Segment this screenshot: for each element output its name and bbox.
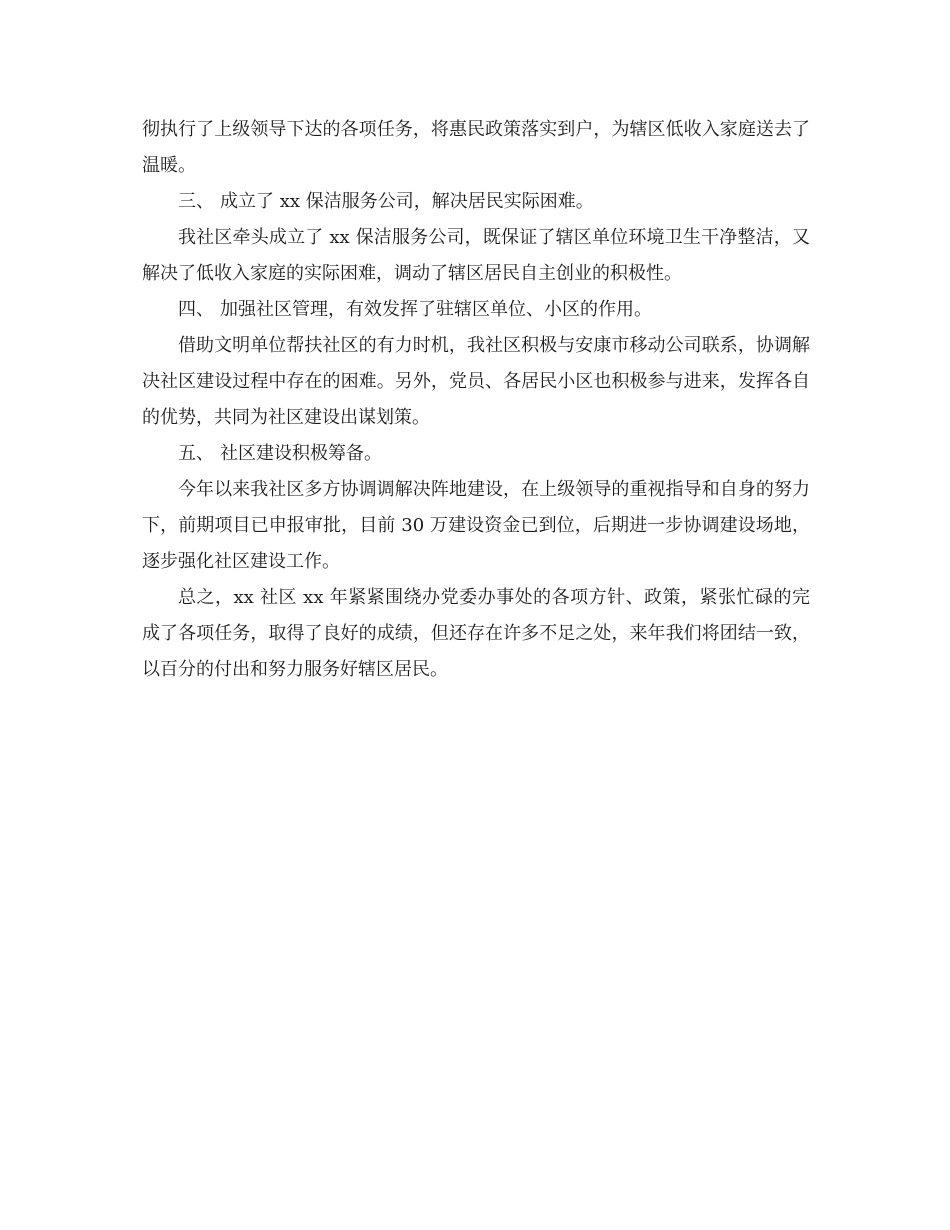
section-heading-3 bbox=[142, 184, 810, 220]
paragraph-body: 借助文明单位帮扶社区的有力时机，我社区积极与安康市移动公司联系，协调解决社区建设过程中存在的困难。另外，党员、各居民小区也积极参与进来，发挥各自的优势，共同为社区建设出谋划策。 bbox=[142, 335, 810, 428]
section-number: 四、 bbox=[178, 299, 214, 320]
section-number: 三、 bbox=[178, 191, 214, 212]
section-number: 五、 bbox=[178, 443, 214, 464]
section-title: 社区建设积极筹备。 bbox=[220, 443, 382, 464]
section-title: 加强社区管理，有效发挥了驻辖区单位、小区的作用。 bbox=[220, 299, 652, 320]
paragraph-body: 今年以来我社区多方协调调解决阵地建设，在上级领导的重视指导和自身的努力下，前期项目已申报审批，目前 30 万建设资金已到位，后期进一步协调建设场地，逐步强化社区建设工作。 bbox=[142, 479, 810, 572]
paragraph-conclusion: 总之，xx 社区 xx 年紧紧围绕办党委办事处的各项方针、政策，紧张忙碌的完成了各项任务，取得了良好的成绩，但还存在许多不足之处，来年我们将团结一致，以百分的付出和努力服务好辖区居民。 bbox=[142, 587, 810, 680]
paragraph-body: 我社区牵头成立了 xx 保洁服务公司，既保证了辖区单位环境卫生干净整洁，又解决了低收入家庭的实际困难，调动了辖区居民自主创业的积极性。 bbox=[142, 227, 810, 284]
section-heading-4 bbox=[142, 292, 810, 328]
section-title: 成立了 xx 保洁服务公司，解决居民实际困难。 bbox=[220, 191, 594, 212]
document-body bbox=[142, 112, 810, 688]
section-heading-5 bbox=[142, 436, 810, 472]
paragraph-continuation: 彻执行了上级领导下达的各项任务，将惠民政策落实到户，为辖区低收入家庭送去了温暖。 bbox=[142, 119, 810, 176]
